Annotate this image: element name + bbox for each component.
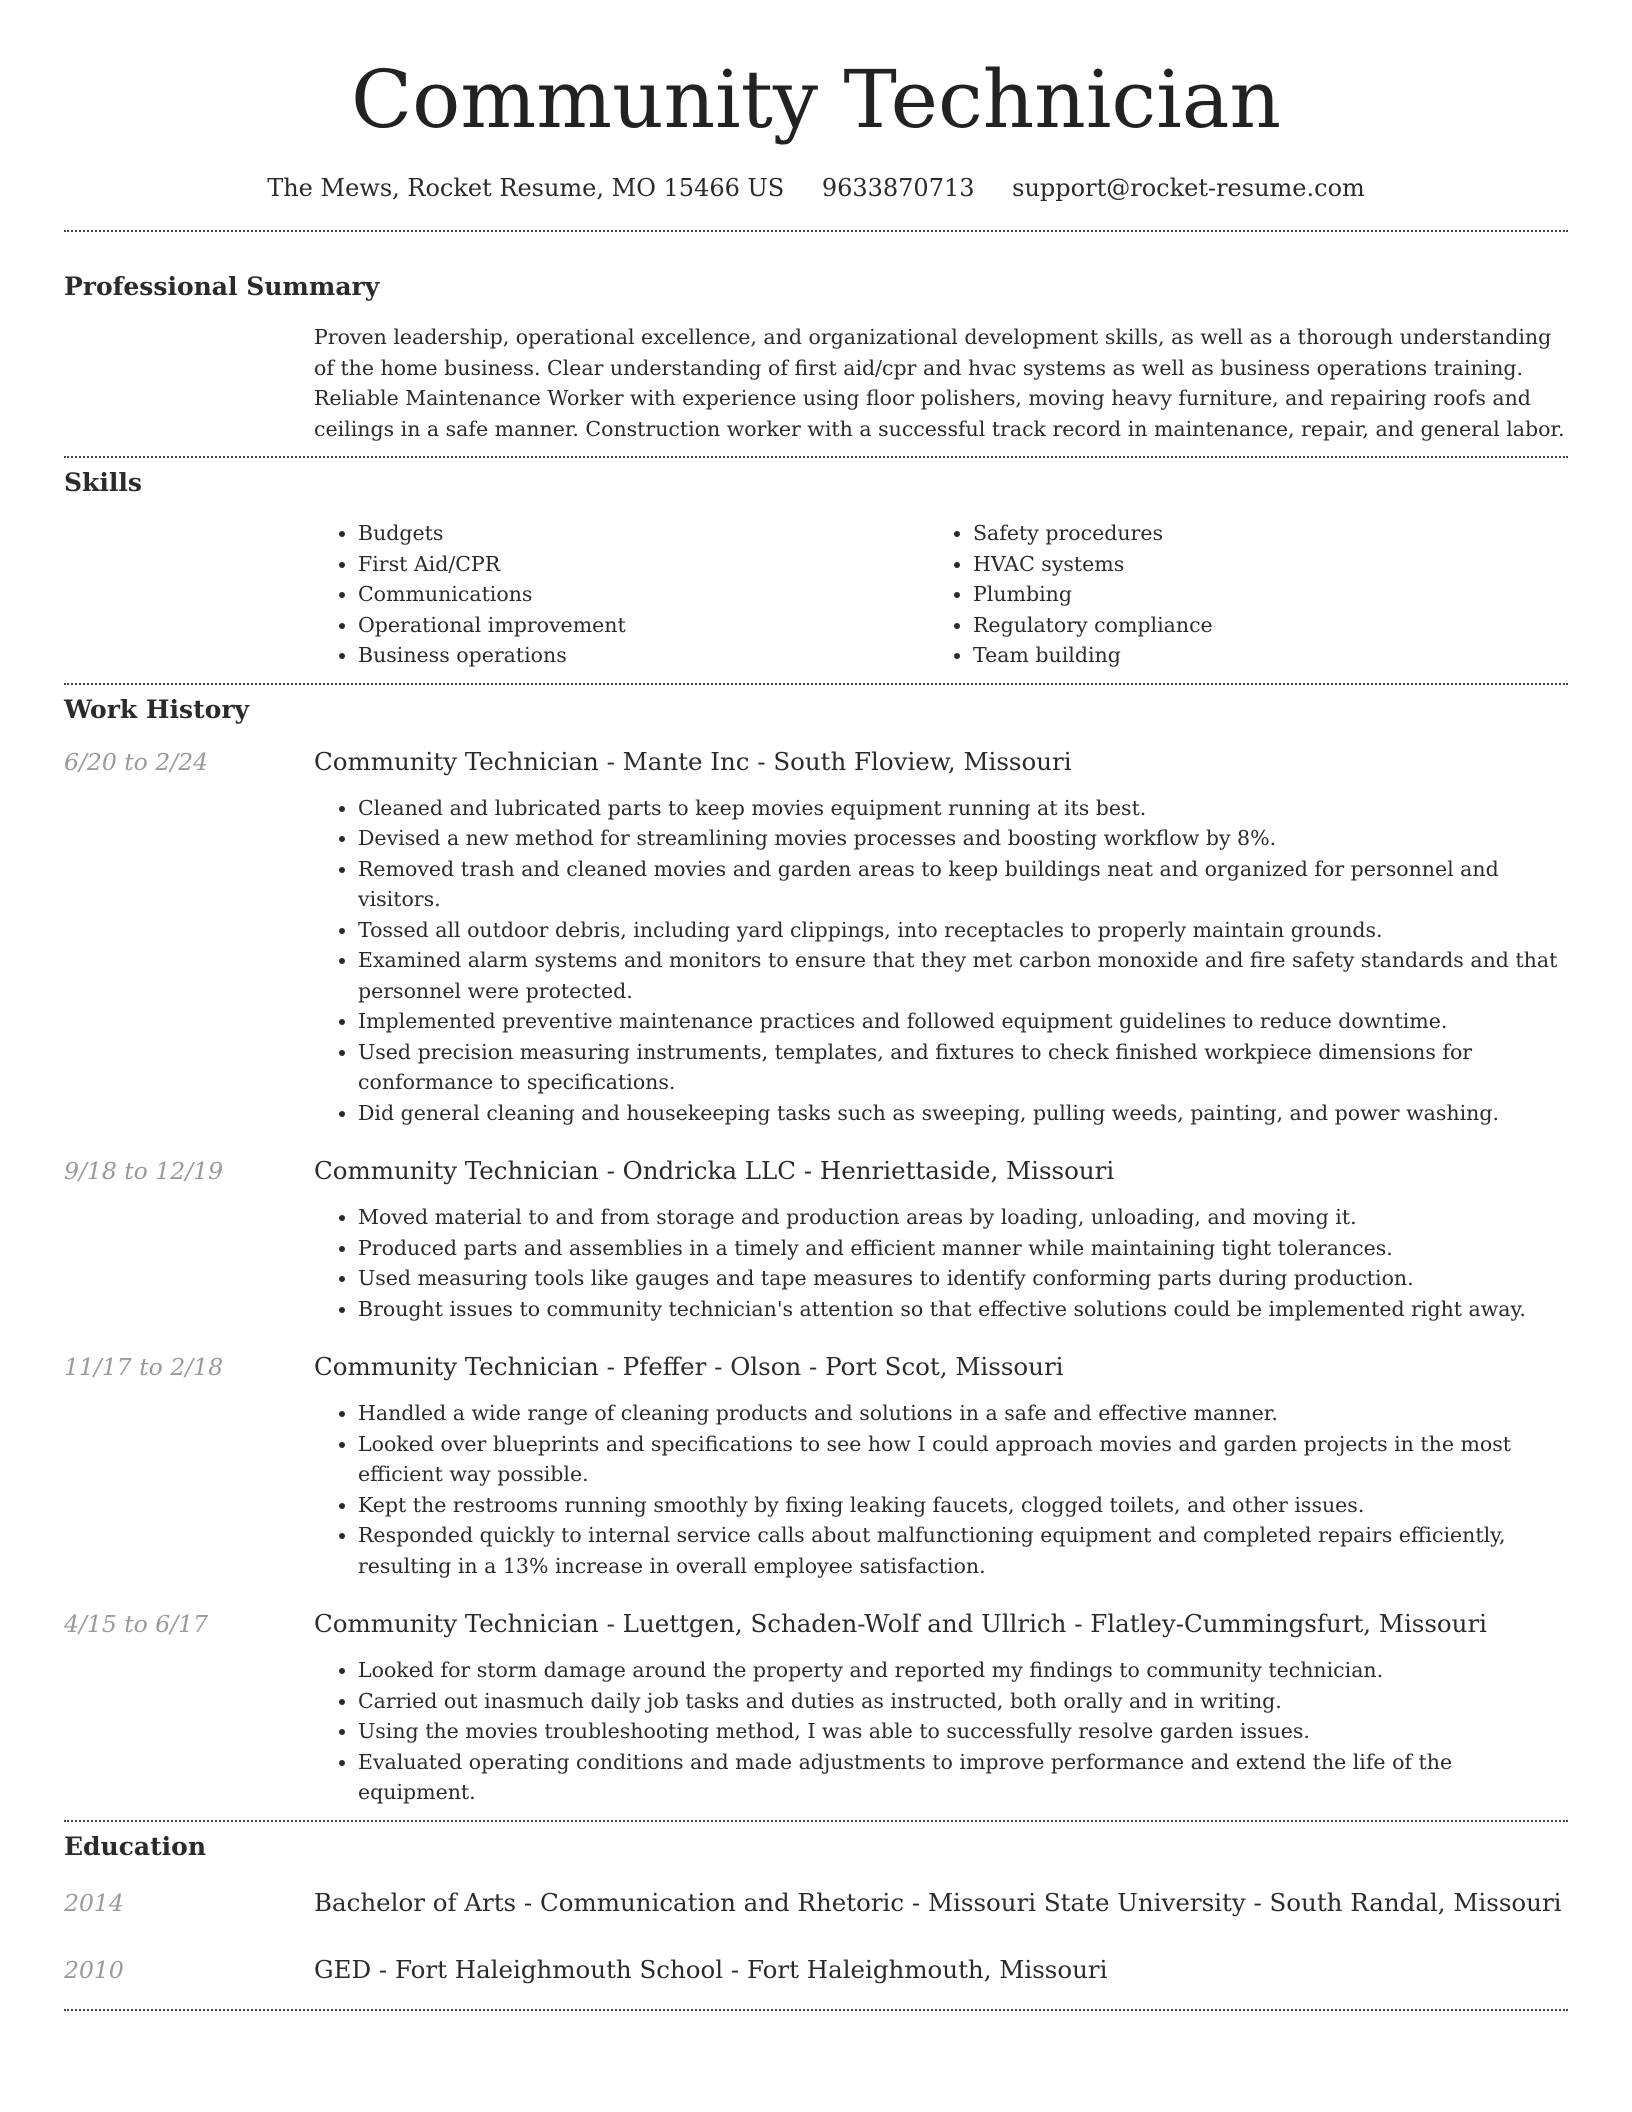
skill-item: • Budgets xyxy=(358,518,929,549)
work-divider xyxy=(64,1820,1568,1822)
job-bullet: • Tossed all outdoor debris, including yard clippings, into receptacles to properly maintain grounds. xyxy=(358,915,1568,946)
job-bullet: • Looked for storm damage around the property and reported my findings to community technician. xyxy=(358,1655,1568,1686)
skills-title: Skills xyxy=(64,468,142,497)
job-bullet: • Implemented preventive maintenance practices and followed equipment guidelines to reduce downtime. xyxy=(358,1006,1568,1037)
job-details xyxy=(314,1607,1568,1808)
job-title: Community Technician - Luettgen, Schaden-Wolf and Ullrich - Flatley-Cummingsfurt, Missouri xyxy=(314,1609,1488,1638)
job-bullets xyxy=(314,793,1568,1129)
job-bullet: • Responded quickly to internal service calls about malfunctioning equipment and completed repairs efficiently, resulting in a 13% increase in overall employee satisfaction. xyxy=(358,1520,1568,1581)
job-bullet: • Examined alarm systems and monitors to ensure that they met carbon monoxide and fire safety standards and that personnel were protected. xyxy=(358,945,1568,1006)
education-title: Education xyxy=(64,1831,207,1861)
job-title: Community Technician - Pfeffer - Olson - Port Scot, Missouri xyxy=(314,1352,1064,1381)
education-title-line: Bachelor of Arts - Communication and Rhetoric - Missouri State University - South Randal, Missouri xyxy=(314,1887,1562,1917)
education-title-line: GED - Fort Haleighmouth School - Fort Haleighmouth, Missouri xyxy=(314,1954,1108,1984)
job-bullets xyxy=(314,1655,1568,1808)
job-entry xyxy=(64,1154,1568,1324)
skills-list-right xyxy=(929,518,1544,671)
skill-item: • Team building xyxy=(973,640,1544,671)
job-bullet: • Did general cleaning and housekeeping tasks such as sweeping, pulling weeds, painting, and power washing. xyxy=(358,1098,1568,1129)
job-bullet: • Cleaned and lubricated parts to keep movies equipment running at its best. xyxy=(358,793,1568,824)
job-details xyxy=(314,745,1568,1129)
contact-phone: 9633870713 xyxy=(821,174,975,202)
job-entry xyxy=(64,1607,1568,1808)
skills-section xyxy=(64,466,1568,671)
job-bullet: • Kept the restrooms running smoothly by fixing leaking faucets, clogged toilets, and other issues. xyxy=(358,1490,1568,1521)
job-title: Community Technician - Mante Inc - South Floview, Missouri xyxy=(314,746,1072,776)
job-bullet: • Devised a new method for streamlining movies processes and boosting workflow by 8%. xyxy=(358,823,1568,854)
job-bullet: • Looked over blueprints and specifications to see how I could approach movies and garden projects in the most efficient way possible. xyxy=(358,1429,1568,1490)
skill-item: • Business operations xyxy=(358,640,929,671)
skill-item: • First Aid/CPR xyxy=(358,549,929,580)
job-bullet: • Brought issues to community technician's attention so that effective solutions could be implemented right away. xyxy=(358,1294,1568,1325)
work-section xyxy=(64,693,1568,1808)
education-date: 2010 xyxy=(64,1955,124,1984)
header-divider xyxy=(64,230,1568,232)
candidate-name: Community Technician xyxy=(350,53,1282,146)
contact-email: support@rocket-resume.com xyxy=(1012,174,1365,202)
education-section xyxy=(64,1830,1568,1987)
job-date: 11/17 to 2/18 xyxy=(64,1353,224,1381)
job-title: Community Technician - Ondricka LLC - Henriettaside, Missouri xyxy=(314,1156,1115,1185)
job-date: 4/15 to 6/17 xyxy=(64,1610,209,1638)
education-divider xyxy=(64,2009,1568,2011)
education-entry xyxy=(64,1886,1568,1920)
job-bullet: • Removed trash and cleaned movies and garden areas to keep buildings neat and organized for personnel and visitors. xyxy=(358,854,1568,915)
job-bullets xyxy=(314,1202,1568,1324)
education-entry xyxy=(64,1953,1568,1987)
job-bullet: • Carried out inasmuch daily job tasks and duties as instructed, both orally and in writing. xyxy=(358,1686,1568,1717)
skills-divider xyxy=(64,683,1568,685)
summary-section xyxy=(64,270,1568,444)
job-bullet: • Handled a wide range of cleaning products and solutions in a safe and effective manner. xyxy=(358,1398,1568,1429)
skills-list-left xyxy=(314,518,929,671)
job-date: 6/20 to 2/24 xyxy=(64,747,209,776)
contact-line xyxy=(64,172,1568,204)
skill-item: • Communications xyxy=(358,579,929,610)
summary-title: Professional Summary xyxy=(64,272,380,301)
skill-item: • Regulatory compliance xyxy=(973,610,1544,641)
skill-item: • Operational improvement xyxy=(358,610,929,641)
education-date: 2014 xyxy=(64,1888,124,1917)
job-bullet: • Using the movies troubleshooting method, I was able to successfully resolve garden issues. xyxy=(358,1716,1568,1747)
summary-text: Proven leadership, operational excellence, and organizational development skills, as well as a thorough understanding of the home business. Clear understanding of first aid/cpr and hvac systems as well as business operations training. Reliable Maintenance Worker with experience using floor polishers, moving heavy furniture, and repairing roofs and ceilings in a safe manner. Construction worker with a successful track record in maintenance, repair, and general labor. xyxy=(314,325,1565,441)
job-bullet: • Moved material to and from storage and production areas by loading, unloading, and moving it. xyxy=(358,1202,1568,1233)
job-details xyxy=(314,1350,1568,1581)
skill-item: • Plumbing xyxy=(973,579,1544,610)
job-entry xyxy=(64,745,1568,1129)
job-details xyxy=(314,1154,1568,1324)
resume-page xyxy=(64,0,1568,2011)
job-bullet: • Produced parts and assemblies in a timely and efficient manner while maintaining tight tolerances. xyxy=(358,1233,1568,1264)
summary-divider xyxy=(64,456,1568,458)
job-bullets xyxy=(314,1398,1568,1581)
job-entry xyxy=(64,1350,1568,1581)
job-bullet: • Used measuring tools like gauges and tape measures to identify conforming parts during production. xyxy=(358,1263,1568,1294)
skill-item: • HVAC systems xyxy=(973,549,1544,580)
skill-item: • Safety procedures xyxy=(973,518,1544,549)
contact-address: The Mews, Rocket Resume, MO 15466 US xyxy=(267,174,785,202)
skills-columns xyxy=(314,518,1568,671)
job-date: 9/18 to 12/19 xyxy=(64,1157,224,1185)
job-bullet: • Evaluated operating conditions and made adjustments to improve performance and extend the life of the equipment. xyxy=(358,1747,1568,1808)
job-bullet: • Used precision measuring instruments, templates, and fixtures to check finished workpiece dimensions for conformance to specifications. xyxy=(358,1037,1568,1098)
work-title: Work History xyxy=(64,694,250,724)
